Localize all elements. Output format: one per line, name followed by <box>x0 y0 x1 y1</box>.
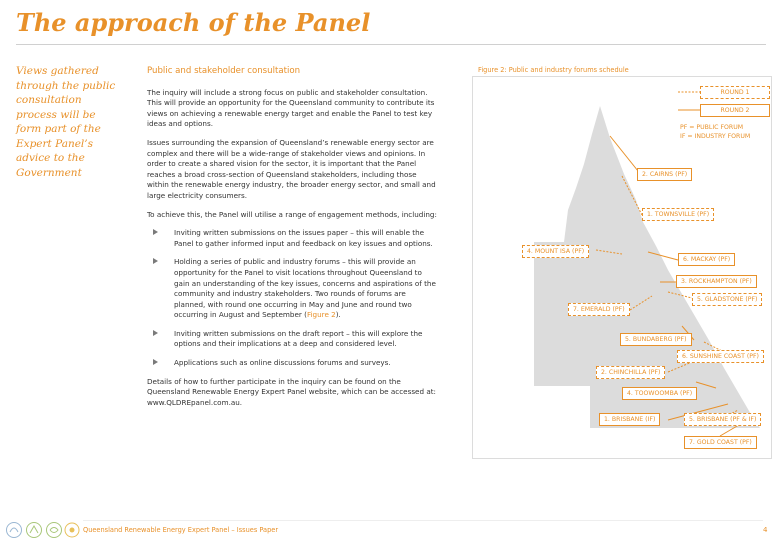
forum-rockhampton: 3. ROCKHAMPTON (PF) <box>676 275 757 288</box>
list-item <box>147 228 439 249</box>
forum-brisbane-if: 1. BRISBANE (IF) <box>599 413 660 426</box>
forum-brisbane-pf-if: 5. BRISBANE (PF & IF) <box>684 413 761 426</box>
forum-cairns: 2. CAIRNS (PF) <box>637 168 692 181</box>
page-title: The approach of the Panel <box>16 8 371 37</box>
title-divider <box>16 44 766 45</box>
paragraph-1: The inquiry will include a strong focus on public and stakeholder consultation. This will provide an opportunity for the Queensland community to contribute its views on achieving a renewable energy target and enable the Panel to test key ideas and options. <box>147 87 435 129</box>
forum-toowoomba: 4. TOOWOOMBA (PF) <box>622 387 697 400</box>
paragraph-3: To achieve this, the Panel will utilise a range of engagement methods, including: <box>147 209 437 219</box>
bullet-arrow-icon <box>153 359 158 365</box>
forum-chinchilla: 2. CHINCHILLA (PF) <box>596 366 665 379</box>
legend-round1: ROUND 1 <box>700 86 770 99</box>
bullet-arrow-icon <box>153 330 158 336</box>
forum-sunshine-coast: 6. SUNSHINE COAST (PF) <box>677 350 764 363</box>
closing-paragraph: Details of how to further participate in the inquiry can be found on the Queensland Renewable Energy Expert Panel website, which can be accessed at: www.QLDREpanel.com.au. <box>147 376 436 407</box>
list-item <box>147 329 439 350</box>
forum-townsville: 1. TOWNSVILLE (PF) <box>642 208 714 221</box>
legend-abbreviations <box>680 124 750 141</box>
legend-if: IF = INDUSTRY FORUM <box>680 132 751 140</box>
list-item <box>147 358 439 369</box>
forum-gladstone: 5. GLADSTONE (PF) <box>692 293 762 306</box>
engagement-methods-list <box>147 228 439 369</box>
forum-mount-isa: 4. MOUNT ISA (PF) <box>522 245 589 258</box>
figure-caption: Figure 2: Public and industry forums schedule <box>478 66 629 74</box>
forum-bundaberg: 5. BUNDABERG (PF) <box>620 333 692 346</box>
forum-emerald: 7. EMERALD (PF) <box>568 303 630 316</box>
section-heading: Public and stakeholder consultation <box>147 66 301 76</box>
list-item-text-end: ). <box>335 310 341 320</box>
page-number: 4 <box>763 526 768 534</box>
panel-logo-icon <box>4 520 80 540</box>
forum-gold-coast: 7. GOLD COAST (PF) <box>684 436 757 449</box>
body-column <box>147 66 439 416</box>
list-item-text: Applications such as online discussions forums and surveys. <box>174 358 391 368</box>
legend-round2: ROUND 2 <box>700 104 770 117</box>
list-item <box>147 257 439 321</box>
footer-title: Queensland Renewable Energy Expert Panel – Issues Paper <box>83 526 279 534</box>
figure-link[interactable]: Figure 2 <box>306 310 336 320</box>
footer-divider <box>83 520 763 521</box>
forum-mackay: 6. MACKAY (PF) <box>678 253 735 266</box>
pull-quote: Views gathered through the public consultation process will be form part of the Expert Panel’s advice to the Government <box>16 65 116 179</box>
bullet-arrow-icon <box>153 258 158 264</box>
bullet-arrow-icon <box>153 229 158 235</box>
queensland-map-shape <box>534 106 760 428</box>
paragraph-2: Issues surrounding the expansion of Queensland’s renewable energy sector are complex and there will be a wide-range of stakeholder views and opinions. In order to create a shared vision for the sector, it is important that the Panel reaches a broad cross-section of Queensland stakeholders, including those within the renewable energy industry, the broader energy sector, and small and large electricity consumers. <box>147 137 436 200</box>
list-item-text: Inviting written submissions on the issues paper – this will enable the Panel to gather informed input and feedback on key issues and options. <box>174 228 433 248</box>
legend-pf: PF = PUBLIC FORUM <box>680 124 744 131</box>
list-item-text: Inviting written submissions on the draft report – this will explore the options and their implications at a deep and considered level. <box>174 328 423 349</box>
list-item-text: Holding a series of public and industry forums – this will provide an opportunity for the Panel to visit locations throughout Queensland to gain an understanding of the key issues, concerns and aspirations of the community and industry stakeholders. Two rounds of forums are planned, with round one occurring in May and June and round two occurring in August and September ( <box>174 257 436 320</box>
